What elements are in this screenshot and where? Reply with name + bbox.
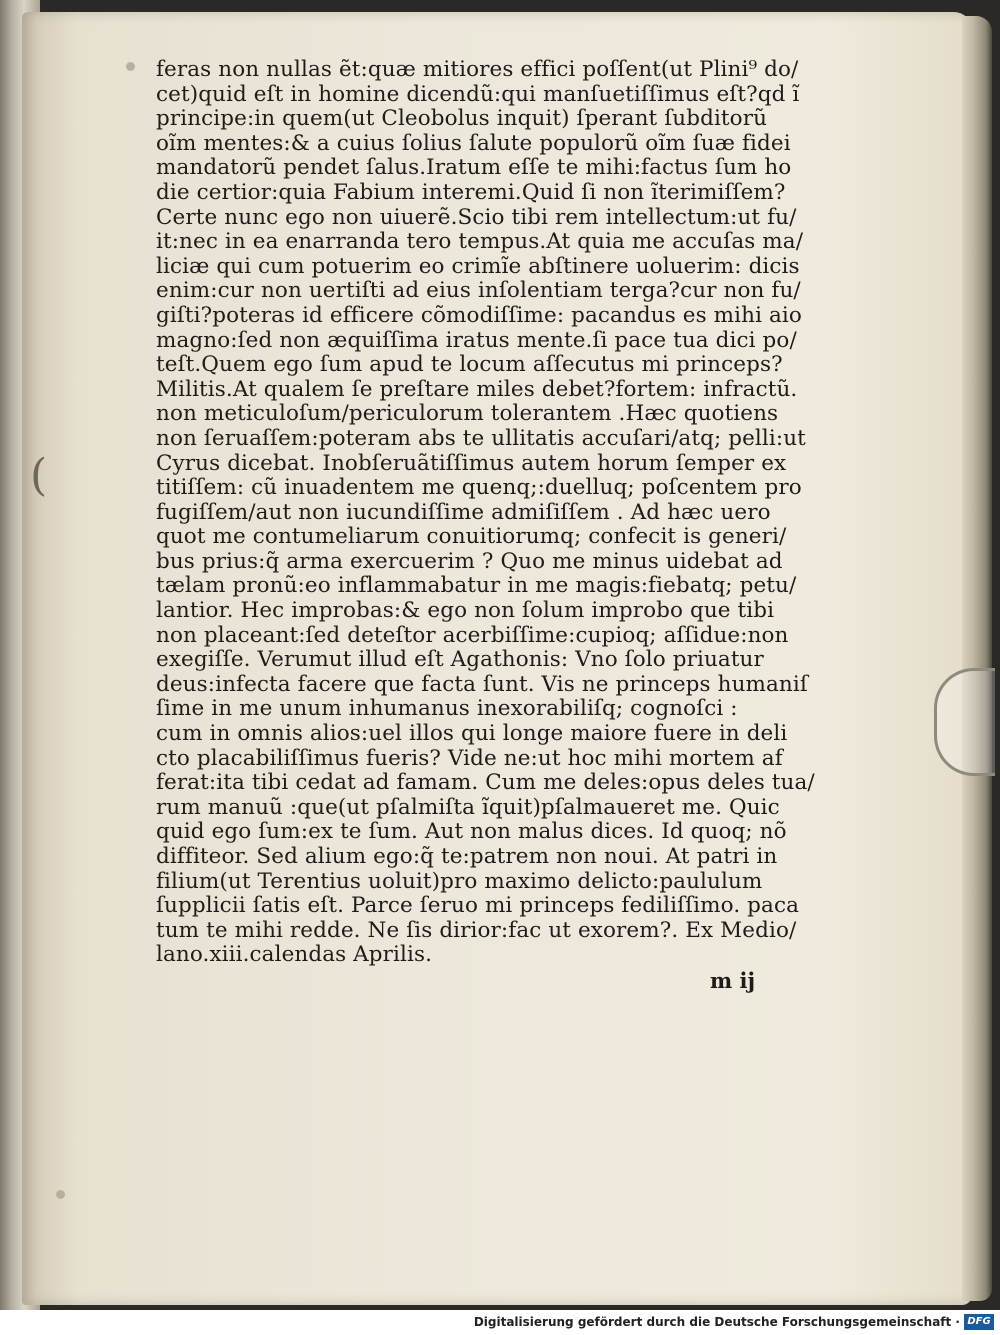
- margin-mark: (: [30, 450, 48, 501]
- text-line: fugiſſem/aut non iucundiſſime admiſiſſem . Ad hæc uero: [156, 499, 771, 525]
- text-line: die certior:quia Fabium interemi.Quid ſi non ĩterimiſſem?: [156, 179, 786, 205]
- page-clip: [934, 668, 995, 776]
- footer-credit: Digitalisierung gefördert durch die Deutsche Forschungsgemeinschaft ·: [473, 1315, 960, 1329]
- text-line: non placeant:ſed deteſtor acerbiſſime:cupioq; aſſidue:non: [156, 622, 789, 648]
- document-body: [156, 57, 815, 968]
- text-line: ferat:ita tibi cedat ad famam. Cum me deles:opus deles tua/: [156, 770, 815, 796]
- text-line: cet)quid eſt in homine dicendũ:qui manſuetiſſimus eſt?qd ĩ: [156, 81, 800, 107]
- text-line: quid ego ſum:ex te ſum. Aut non malus dices. Id quoq; nõ: [156, 819, 787, 845]
- footer-bar: [0, 1310, 1000, 1335]
- page-edge: [962, 16, 992, 1301]
- text-line: magno:ſed non æquiſſima iratus mente.ſi pace tua dici po/: [156, 327, 797, 353]
- text-line: cum in omnis alios:uel illos qui longe maiore fuere in deli: [156, 721, 788, 747]
- text-line: ſime in me unum inhumanus inexorabiliſq; cognoſci :: [156, 696, 738, 722]
- text-line: Militis.At qualem ſe preſtare miles debet?fortem: infractũ.: [156, 376, 798, 402]
- text-line: enim:cur non uertiſti ad eius inſolentiam terga?cur non fu/: [156, 278, 801, 304]
- signature-mark: m ij: [710, 968, 756, 993]
- text-line: Cyrus dicebat. Inobſeruãtiſſimus autem horum ſemper ex: [156, 450, 787, 476]
- text-line: quot me contumeliarum conuitiorumq; confecit is generi/: [156, 524, 787, 550]
- text-line: lantior. Hec improbas:& ego non ſolum improbo que tibi: [156, 598, 775, 624]
- text-line: liciæ qui cum potuerim eo crimĩe abſtinere uoluerim: dicis: [156, 253, 800, 279]
- text-line: tum te mihi redde. Ne ſis dirior:fac ut exorem?. Ex Medio/: [156, 917, 797, 943]
- text-line: filium(ut Terentius uoluit)pro maximo delicto:paululum: [156, 868, 763, 894]
- text-line: non meticuloſum/periculorum tolerantem .Hæc quotiens: [156, 401, 779, 427]
- margin-dot: [126, 62, 135, 71]
- text-line: cto placabiliſſimus fueris? Vide ne:ut hoc mihi mortem af: [156, 745, 783, 771]
- text-line: principe:in quem(ut Cleobolus inquit) ſperant ſubditorũ: [156, 106, 768, 132]
- text-line: it:nec in ea enarranda tero tempus.At quia me accuſas ma/: [156, 229, 804, 255]
- text-line: diffiteor. Sed alium ego:q̃ te:patrem non noui. At patri in: [156, 844, 778, 869]
- text-line: oĩm mentes:& a cuius ſolius ſalute populorũ oĩm ſuæ fidei: [156, 130, 791, 156]
- text-line: deus:infecta facere que facta ſunt. Vis ne princeps humaniſ: [156, 671, 808, 697]
- text-line: titiſſem: cũ inuadentem me quenq;:duelluq; poſcentem pro: [156, 475, 802, 501]
- text-line: exegiſſe. Verumut illud eſt Agathonis: Vno ſolo priuatur: [156, 647, 764, 673]
- text-line: Certe nunc ego non uiuerẽ.Scio tibi rem intellectum:ut fu/: [156, 204, 797, 230]
- text-line: lano.xiii.calendas Aprilis.: [156, 942, 433, 968]
- margin-dot: [56, 1190, 65, 1199]
- text-line: mandatorũ pendet ſalus.Iratum eſſe te mihi:factus ſum ho: [156, 155, 792, 181]
- text-line: bus prius:q̃ arma exercuerim ? Quo me minus uidebat ad: [156, 548, 783, 574]
- text-line: giſti?poteras id efficere cõmodiſſime: pacandus es mihi aio: [156, 302, 802, 328]
- text-line: non ſeruaſſem:poteram abs te ullitatis accuſari/atq; pelli:ut: [156, 425, 806, 451]
- text-line: rum manuũ :que(ut pſalmiſta ĩquit)pſalmaueret me. Quic: [156, 794, 780, 820]
- dfg-logo-icon: DFG: [964, 1314, 994, 1330]
- text-line: teſt.Quem ego ſum apud te locum aſſecutus mi princeps?: [156, 352, 783, 378]
- text-line: tælam pronũ:eo inflammabatur in me magis:fiebatq; petu/: [156, 573, 797, 599]
- text-line: feras non nullas ẽt:quæ mitiores effici poſſent(ut Plini⁹ do/: [156, 57, 799, 82]
- text-line: ſupplicii ſatis eſt. Parce ſeruo mi princeps fediliſſimo. paca: [156, 893, 800, 919]
